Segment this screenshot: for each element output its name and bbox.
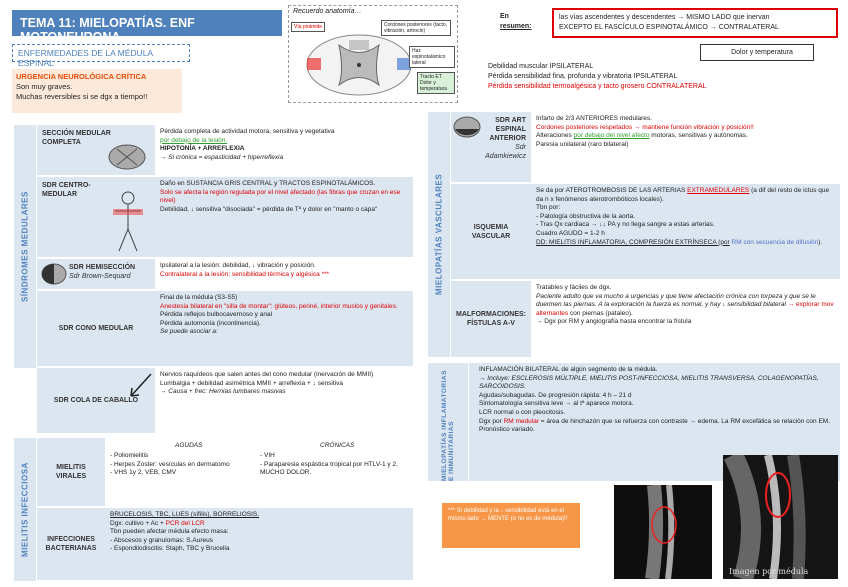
row-name: SDR COLA DE CABALLO bbox=[53, 397, 139, 404]
mri-image-1 bbox=[614, 485, 712, 579]
list-item: - Poliomielitis bbox=[110, 452, 149, 459]
list-item: - Abscesos y granulomas: S.Aureus bbox=[110, 536, 213, 544]
text: → Incluye: ESCLEROSIS MÚLTIPLE, MIELITIS POST-INFECCIOSA, MIELITIS TRANSVERSA, COLAGENOPATÍAS, SARCOIDOSIS. bbox=[479, 374, 819, 391]
text: Debilidad, ↓ sensitiva "disociada" = pérdida de Tª y dolor en "manto o capa" bbox=[160, 205, 378, 213]
row-content bbox=[155, 259, 413, 289]
text: DD: MIELITIS INFLAMATORIA, COMPRESIÓN EXTRÍNSECA (por RM con secuencia de difusión). bbox=[536, 238, 823, 246]
summary-label-1: En bbox=[500, 13, 509, 20]
row-label bbox=[37, 125, 155, 175]
mri-image-2 bbox=[723, 455, 838, 579]
anatomy-label: Tracto ET Dolor y temperatura bbox=[417, 72, 455, 94]
list-item: - Herpes Zoster: vesículas en dermatomo bbox=[110, 460, 230, 468]
list-item: - VHS 1y 2, VEB, CMV bbox=[110, 469, 177, 477]
row-subname: Sdr Adamkiewicz bbox=[485, 144, 526, 160]
text: Cuadro AGUDO = 1-2 h bbox=[536, 229, 605, 237]
text: BRUCELOSIS, TBC, LUES (sífilis), BORRELIOSIS. bbox=[110, 511, 260, 518]
row-label bbox=[451, 112, 531, 182]
summary-label bbox=[500, 12, 548, 32]
anatomy-diagram bbox=[288, 5, 458, 103]
col-header: CRÓNICAS bbox=[320, 442, 355, 449]
text: INFLAMACIÓN BILATERAL de algún segmento de la médula. bbox=[479, 366, 658, 373]
list-item: - Espondilodiscitis: Staph, TBC y Brucella bbox=[110, 545, 230, 553]
cord-hemisection-icon bbox=[41, 262, 67, 286]
text: Lumbalgia + debilidad asimétrica MMII + arreflexia + ↓ sensitiva bbox=[160, 379, 343, 387]
row-content bbox=[155, 368, 413, 433]
summary-label-2: resumen: bbox=[500, 23, 532, 30]
text: Paciente adulto que va mucho a urgencias y que tiene afectación crónica con torpeza y que se le duermen las piernas. A la exploración la fuerza es normal, y hay ↓ sensibilidad bilateral → explorar mov alternantes con piernas (pataleo). bbox=[536, 292, 834, 317]
mri-caption: Imagen por médula bbox=[729, 567, 809, 576]
row-name: ISQUEMIA VASCULAR bbox=[471, 223, 511, 240]
text: Tratables y fáciles de dgx. bbox=[536, 284, 612, 291]
text: → Si crónica = espasticidad + hiperreflexia bbox=[160, 153, 284, 161]
summary-box-line: EXCEPTO EL FASCÍCULO ESPINOTALÁMICO → CONTRALATERAL bbox=[559, 24, 779, 31]
row-content bbox=[105, 508, 413, 580]
cord-anterior-icon bbox=[453, 116, 481, 138]
mri-drawing bbox=[723, 455, 838, 579]
agudas-list bbox=[110, 452, 250, 478]
text: Contralateral a la lesión: sensibilidad térmica y algésica *** bbox=[160, 270, 330, 278]
row-label bbox=[37, 177, 155, 257]
row-name: SDR CENTRO-MEDULAR bbox=[42, 182, 91, 198]
text: Final de la médula (S3-S5) bbox=[160, 294, 238, 301]
row-subname: Sdr Brown-Sequard bbox=[69, 273, 131, 280]
text: Pérdida completa de actividad motora, sensitiva y vegetativa bbox=[160, 128, 335, 135]
section-subtitle: ENFERMEDADES DE LA MÉDULA ESPINAL bbox=[12, 44, 190, 62]
text: Anestesia bilateral en "silla de montar": glúteos, periné, interior muslos y genitales. bbox=[160, 302, 398, 310]
summary-box bbox=[552, 8, 838, 38]
text: Dgx: cultivo + Ac + PCR del LCR bbox=[110, 519, 205, 527]
text: Infarto de 2/3 ANTERIORES medulares. bbox=[536, 115, 652, 122]
dolor-callout: Dolor y temperatura bbox=[700, 44, 814, 61]
row-name: SDR HEMISECCIÓN bbox=[69, 264, 136, 271]
row-name: SECCIÓN MEDULAR COMPLETA bbox=[42, 130, 111, 146]
side-label-inflamatorias: MIELOPATÍAS INFLAMATORIAS E INMUNITARIAS bbox=[428, 363, 468, 481]
text: Sintomatología sensitiva leve → al tª aparece motora. bbox=[479, 400, 634, 408]
anatomy-title: Recuerdo anatomía… bbox=[293, 8, 362, 15]
text: Pérdida reflejos bulbocavernoso y anal bbox=[160, 311, 273, 319]
row-label bbox=[37, 508, 105, 580]
cronicas-list bbox=[260, 452, 405, 478]
text: Dgx por RM medular = área de hinchazón que se refuerza con contraste → edema. La RM excefálica se relación con EM. bbox=[479, 417, 831, 425]
list-item: - Patología obstructiva de la aorta. bbox=[536, 212, 636, 220]
row-content bbox=[531, 184, 840, 279]
urgency-box bbox=[12, 69, 182, 113]
text: → Causa + frec: Hernias lumbares masivas bbox=[160, 388, 286, 396]
row-name: SDR CONO MEDULAR bbox=[58, 325, 134, 332]
row-name: MIELITIS VIRALES bbox=[55, 464, 87, 480]
text: Solo se afecta la región regulada por el nivel afectado (las fibras que cruzan en ese nivel) bbox=[160, 188, 401, 205]
summary-line: Debilidad muscular IPSILATERAL bbox=[488, 63, 594, 70]
urgency-title: URGENCIA NEUROLÓGICA CRÍTICA bbox=[16, 72, 147, 81]
text: Se da por ATEROTROMBOSIS DE LAS ARTERIAS EXTRAMEDULARES (a dif del resto de ictus que da n x fenómenos aterotrombóticos locales). bbox=[536, 187, 830, 203]
side-label-infecciosa: MIELITIS INFECCIOSA bbox=[14, 438, 36, 581]
text: Cordones posteriores respetados → mantiene función vibración y posición!! bbox=[536, 123, 754, 131]
mri-drawing bbox=[614, 485, 712, 579]
text: Pronóstico variado. bbox=[479, 426, 535, 434]
urgency-line: Son muy graves. bbox=[16, 82, 73, 91]
text: HIPOTONÍA + ARREFLEXIA bbox=[160, 145, 245, 153]
row-label bbox=[37, 438, 105, 506]
row-name: SDR ART ESPINAL ANTERIOR bbox=[489, 117, 526, 142]
text: Tbn pueden afectar médula efecto masa: bbox=[110, 528, 229, 536]
row-content bbox=[531, 112, 840, 182]
text: por debajo de la lesión. bbox=[160, 136, 228, 144]
text: LCR normal o con pleocitosis. bbox=[479, 408, 566, 416]
row-content bbox=[105, 438, 413, 506]
text: Ipsilateral a la lesión: debilidad, ↓ vibración y posición. bbox=[160, 262, 316, 269]
text: Daño en SUSTANCIA GRIS CENTRAL y TRACTOS ESPINOTALÁMICOS. bbox=[160, 180, 376, 187]
summary-box-line: las vías ascendentes y descendentes → MISMO LADO que inervan bbox=[559, 14, 770, 21]
row-content bbox=[155, 177, 413, 257]
anatomy-label: Cordones posteriores (tacto, vibración, artrocin) bbox=[381, 20, 451, 36]
text: Agudas/subagudas. De progresión rápida: 4 h – 21 d bbox=[479, 391, 632, 399]
list-item: - Paraparesia espástica tropical por HTLV-1 y 2. MUCHO DOLOR. bbox=[260, 460, 398, 477]
text: Se puede asociar a: bbox=[160, 328, 218, 336]
anatomy-label: Haz espinotalámico lateral bbox=[409, 46, 455, 68]
row-content bbox=[155, 125, 413, 175]
row-label bbox=[451, 184, 531, 279]
side-label-vasculares: MIELOPATÍAS VASCULARES bbox=[428, 112, 450, 357]
urgency-line: Muchas reversibles si se dgx a tiempo!! bbox=[16, 92, 148, 101]
text: Pérdida automonía (incontinencia). bbox=[160, 319, 261, 327]
warning-note: *** Si debilidad y la ↓ sensibilidad está en el mismo lado → MENTE (o no es de médula)!! bbox=[442, 503, 580, 548]
row-label bbox=[451, 281, 531, 357]
summary-text bbox=[488, 62, 838, 92]
text: Nervios raquídeos que salen antes del cono medular (inervación de MMII) bbox=[160, 371, 374, 378]
row-name: INFECCIONES BACTERIANAS bbox=[45, 536, 97, 552]
anatomy-label: Vía pirámide bbox=[291, 22, 325, 32]
text: Paresia unilateral (raro bilateral) bbox=[536, 140, 629, 148]
summary-line: Pérdida sensibilidad fina, profunda y vibratoria IPSILATERAL bbox=[488, 73, 678, 80]
text: → Dgx por RM y angiografía hasta encontrar la fístula bbox=[536, 318, 692, 326]
col-header: AGUDAS bbox=[175, 442, 203, 449]
list-item: - Tras Qx cardiaca → ↓↓ PA y no llega sangre a estas arterias. bbox=[536, 221, 715, 229]
row-content bbox=[155, 291, 413, 366]
cord-section-icon bbox=[107, 143, 147, 171]
row-name: MALFORMACIONES: FÍSTULAS A-V bbox=[456, 311, 526, 327]
side-label-sindromes: SÍNDROMES MEDULARES bbox=[14, 125, 36, 368]
page-title: TEMA 11: MIELOPATÍAS. ENF MOTONEURONA bbox=[12, 10, 282, 36]
row-label bbox=[37, 291, 155, 366]
row-label bbox=[37, 259, 155, 289]
summary-line: Pérdida sensibilidad termoalgésica y tacto grosero CONTRALATERAL bbox=[488, 83, 707, 90]
text: Alteraciones por debajo del nivel afecto motoras, sensitivas y autónomas. bbox=[536, 132, 748, 140]
arrow-icon bbox=[125, 370, 155, 400]
row-content bbox=[531, 281, 840, 357]
body-outline-icon bbox=[105, 191, 151, 253]
text: Tbn por: bbox=[536, 204, 561, 212]
list-item: - VIH bbox=[260, 452, 275, 459]
